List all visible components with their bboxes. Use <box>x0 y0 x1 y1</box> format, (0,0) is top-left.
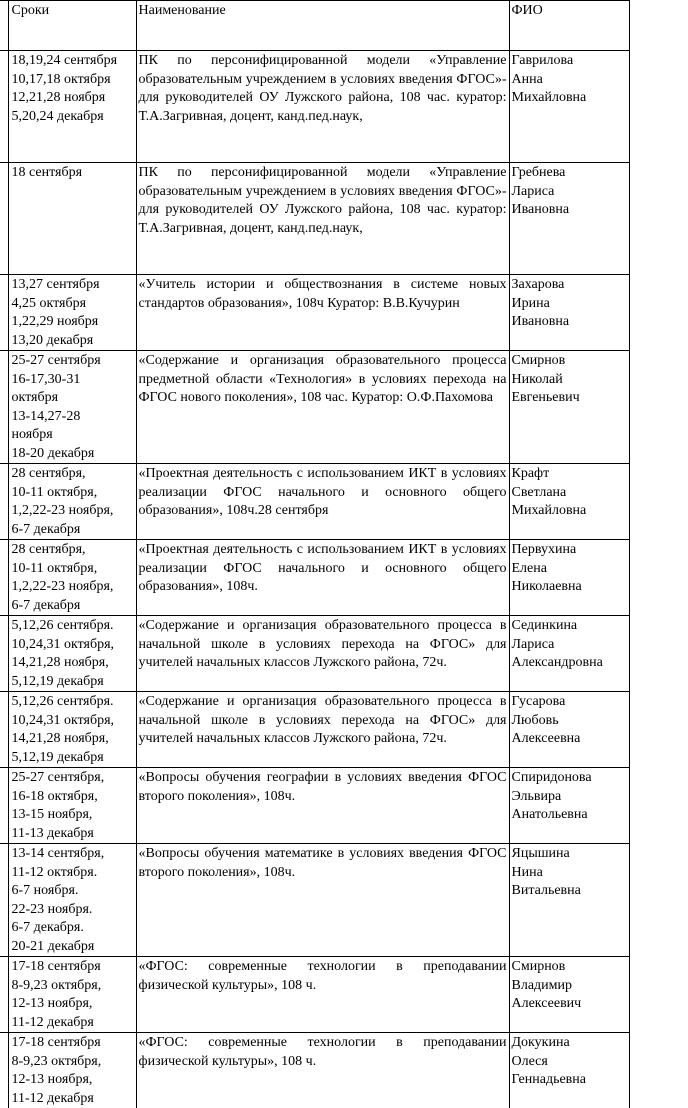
date-line: 11-13 декабря <box>12 825 134 844</box>
course-name-cell: «ФГОС: современные технологии в преподавании физической культуры», 108 ч. <box>136 957 509 1033</box>
cut-cell <box>0 692 8 768</box>
date-line: 10,24,31 октября, <box>12 712 134 731</box>
fio-line: Михайловна <box>512 502 627 521</box>
fio-line: Анатольевна <box>512 806 627 825</box>
date-line: 28 сентября, <box>12 541 134 560</box>
cut-cell <box>0 616 8 692</box>
fio-line: Евгеньевич <box>512 389 627 408</box>
date-line: 6-7 декабря <box>12 521 134 540</box>
course-name-cell: «Содержание и организация образовательного процесса в начальной школе в условиях перехода на ФГОС» для учителей начальных классов Лужского района, 72ч. <box>136 692 509 768</box>
fio-line: Нина <box>512 864 627 883</box>
table-row <box>0 351 629 464</box>
fio-line: Александровна <box>512 654 627 673</box>
dates-cell <box>8 957 136 1033</box>
date-line: 18,19,24 сентября <box>12 52 134 71</box>
dates-cell <box>8 692 136 768</box>
date-line: 13-14 сентября, <box>12 845 134 864</box>
date-line: 6-7 ноября. <box>12 882 134 901</box>
fio-line: Яцышина <box>512 845 627 864</box>
table-row <box>0 464 629 540</box>
cut-cell <box>0 275 8 351</box>
fio-cell <box>509 464 629 540</box>
dates-cell <box>8 464 136 540</box>
fio-line: Николаевна <box>512 578 627 597</box>
fio-line: Ирина <box>512 295 627 314</box>
fio-line: Геннадьевна <box>512 1071 627 1090</box>
date-line: 10-11 октября, <box>12 560 134 579</box>
fio-cell <box>509 1033 629 1108</box>
cut-cell <box>0 768 8 844</box>
cut-cell <box>0 957 8 1033</box>
date-line: 1,2,22-23 ноября, <box>12 502 134 521</box>
date-line: 12-13 ноября, <box>12 995 134 1014</box>
date-line: 18-20 декабря <box>12 445 134 464</box>
date-line: 8-9,23 октября, <box>12 977 134 996</box>
fio-line: Смирнов <box>512 352 627 371</box>
cut-cell <box>0 163 8 275</box>
fio-line: Олеся <box>512 1053 627 1072</box>
dates-cell <box>8 163 136 275</box>
date-line: 5,20,24 декабря <box>12 108 134 127</box>
course-name-cell: «Содержание и организация образовательного процесса в начальной школе в условиях перехода на ФГОС» для учителей начальных классов Лужского района, 72ч. <box>136 616 509 692</box>
table-row <box>0 844 629 957</box>
fio-cell <box>509 163 629 275</box>
fio-cell <box>509 540 629 616</box>
fio-cell <box>509 275 629 351</box>
table-row <box>0 540 629 616</box>
fio-line: Владимир <box>512 977 627 996</box>
cut-cell <box>0 51 8 163</box>
date-line: 13-15 ноября, <box>12 806 134 825</box>
cut-cell <box>0 844 8 957</box>
date-line: 13,27 сентября <box>12 276 134 295</box>
cut-cell <box>0 540 8 616</box>
fio-line: Эльвира <box>512 788 627 807</box>
dates-cell <box>8 540 136 616</box>
course-name-cell: «Учитель истории и обществознания в системе новых стандартов образования», 108ч Куратор: В.В.Кучурин <box>136 275 509 351</box>
fio-line: Лариса <box>512 183 627 202</box>
date-line: 5,12,19 декабря <box>12 673 134 692</box>
dates-cell <box>8 351 136 464</box>
table-row <box>0 163 629 275</box>
date-line: 6-7 декабря <box>12 597 134 616</box>
fio-cell <box>509 51 629 163</box>
fio-line: Михайловна <box>512 89 627 108</box>
date-line: 18 сентября <box>12 164 134 183</box>
date-line: 1,2,22-23 ноября, <box>12 578 134 597</box>
date-line: 25-27 сентября <box>12 352 134 371</box>
date-line: ноября <box>12 426 134 445</box>
date-line: 14,21,28 ноября, <box>12 730 134 749</box>
date-line: 10-11 октября, <box>12 484 134 503</box>
date-line: 10,17,18 октября <box>12 71 134 90</box>
fio-cell <box>509 616 629 692</box>
fio-line: Смирнов <box>512 958 627 977</box>
date-line: 5,12,26 сентября. <box>12 693 134 712</box>
fio-line: Ивановна <box>512 313 627 332</box>
course-name-cell: ПК по персонифицированной модели «Управление образовательным учреждением в условиях введения ФГОС»- для руководителей ОУ Лужского района, 108 час. куратор: Т.А.Загривная, доцент, канд.пед.наук, <box>136 51 509 163</box>
dates-cell <box>8 844 136 957</box>
fio-line: Докукина <box>512 1034 627 1053</box>
date-line: 13-14,27-28 <box>12 408 134 427</box>
fio-line: Первухина <box>512 541 627 560</box>
fio-line: Спиридонова <box>512 769 627 788</box>
fio-line: Алексеевич <box>512 995 627 1014</box>
date-line: 22-23 ноября. <box>12 901 134 920</box>
dates-cell <box>8 51 136 163</box>
table-row <box>0 768 629 844</box>
fio-line: Гусарова <box>512 693 627 712</box>
fio-line: Захарова <box>512 276 627 295</box>
date-line: 11-12 декабря <box>12 1090 134 1108</box>
table-row <box>0 51 629 163</box>
fio-line: Светлана <box>512 484 627 503</box>
fio-line: Гаврилова <box>512 52 627 71</box>
fio-line: Николай <box>512 371 627 390</box>
date-line: 12,21,28 ноября <box>12 89 134 108</box>
fio-line: Любовь <box>512 712 627 731</box>
date-line: 5,12,19 декабря <box>12 749 134 768</box>
date-line: 17-18 сентября <box>12 1034 134 1053</box>
dates-cell <box>8 616 136 692</box>
dates-cell <box>8 275 136 351</box>
cut-cell <box>0 1 8 51</box>
date-line: 13,20 декабря <box>12 332 134 351</box>
header-fio: ФИО <box>509 1 629 51</box>
date-line: 17-18 сентября <box>12 958 134 977</box>
fio-cell <box>509 351 629 464</box>
date-line: 14,21,28 ноября, <box>12 654 134 673</box>
course-name-cell: «Проектная деятельность с использованием ИКТ в условиях реализации ФГОС начального и основного общего образования», 108ч. <box>136 540 509 616</box>
course-name-cell: ПК по персонифицированной модели «Управление образовательным учреждением в условиях введения ФГОС»- для руководителей ОУ Лужского района, 108 час. куратор: Т.А.Загривная, доцент, канд.пед.наук, <box>136 163 509 275</box>
course-name-cell: «ФГОС: современные технологии в преподавании физической культуры», 108 ч. <box>136 1033 509 1108</box>
date-line: 16-18 октября, <box>12 788 134 807</box>
table-row <box>0 275 629 351</box>
date-line: октября <box>12 389 134 408</box>
fio-cell <box>509 768 629 844</box>
cut-cell <box>0 1033 8 1108</box>
fio-line: Гребнева <box>512 164 627 183</box>
fio-line: Ивановна <box>512 201 627 220</box>
date-line: 11-12 октября. <box>12 864 134 883</box>
date-line: 5,12,26 сентября. <box>12 617 134 636</box>
fio-line: Крафт <box>512 465 627 484</box>
course-name-cell: «Вопросы обучения географии в условиях введения ФГОС второго поколения», 108ч. <box>136 768 509 844</box>
fio-line: Лариса <box>512 636 627 655</box>
table-header-row <box>0 1 629 51</box>
date-line: 8-9,23 октября, <box>12 1053 134 1072</box>
fio-cell <box>509 844 629 957</box>
course-name-cell: «Проектная деятельность с использованием ИКТ в условиях реализации ФГОС начального и основного общего образования», 108ч.28 сентября <box>136 464 509 540</box>
date-line: 11-12 декабря <box>12 1014 134 1033</box>
fio-line: Алексеевна <box>512 730 627 749</box>
dates-cell <box>8 768 136 844</box>
date-line: 28 сентября, <box>12 465 134 484</box>
fio-cell <box>509 692 629 768</box>
fio-cell <box>509 957 629 1033</box>
fio-line: Сединкина <box>512 617 627 636</box>
header-name: Наименование <box>136 1 509 51</box>
date-line: 4,25 октября <box>12 295 134 314</box>
fio-line: Елена <box>512 560 627 579</box>
cut-cell <box>0 464 8 540</box>
date-line: 6-7 декабря. <box>12 919 134 938</box>
dates-cell <box>8 1033 136 1108</box>
course-name-cell: «Вопросы обучения математике в условиях введения ФГОС второго поколения», 108ч. <box>136 844 509 957</box>
date-line: 16-17,30-31 <box>12 371 134 390</box>
date-line: 20-21 декабря <box>12 938 134 957</box>
date-line: 12-13 ноября, <box>12 1071 134 1090</box>
table-row <box>0 616 629 692</box>
header-dates: Сроки <box>8 1 136 51</box>
cut-cell <box>0 351 8 464</box>
course-name-cell: «Содержание и организация образовательного процесса предметной области «Технология» в условиях перехода на ФГОС нового поколения», 108 час. Куратор: О.Ф.Пахомова <box>136 351 509 464</box>
date-line: 10,24,31 октября, <box>12 636 134 655</box>
table-row <box>0 957 629 1033</box>
table-row <box>0 1033 629 1108</box>
fio-line: Анна <box>512 71 627 90</box>
date-line: 25-27 сентября, <box>12 769 134 788</box>
table-row <box>0 692 629 768</box>
fio-line: Витальевна <box>512 882 627 901</box>
date-line: 1,22,29 ноября <box>12 313 134 332</box>
